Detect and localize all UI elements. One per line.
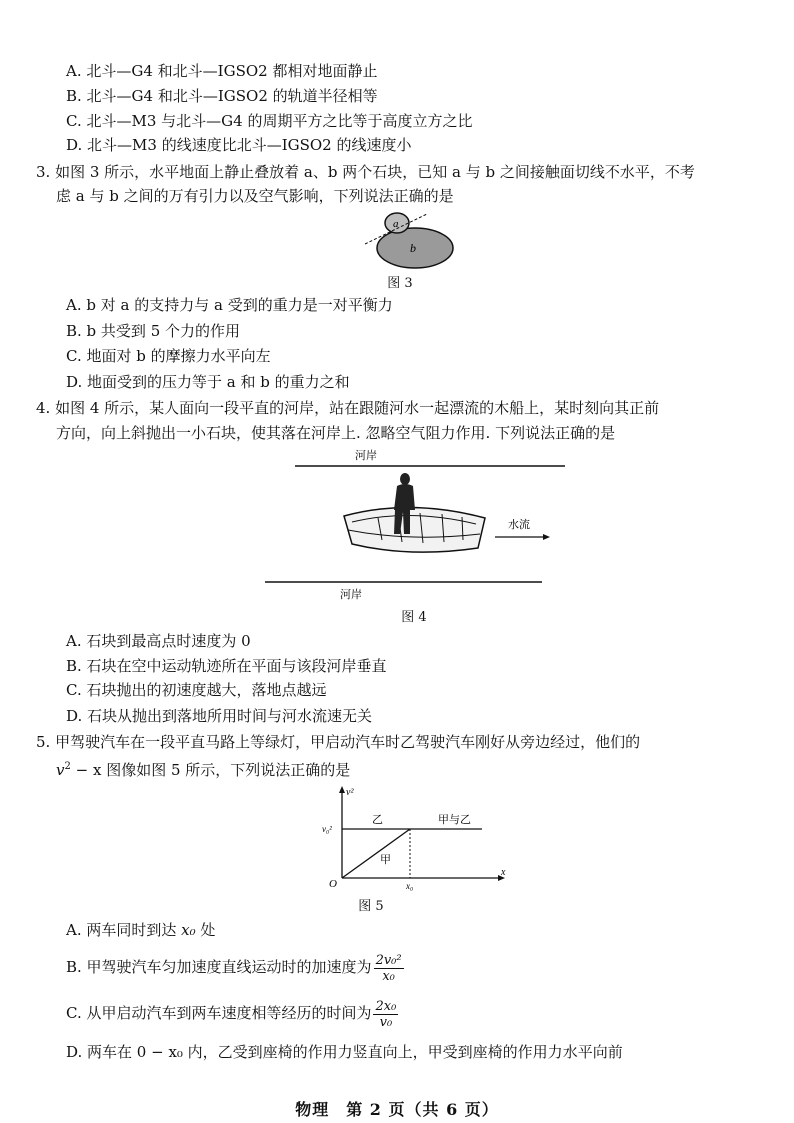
q5-option-a [66, 920, 215, 940]
q5-stem-rest: − x 图像如图 5 所示，下列说法正确的是 [70, 761, 351, 779]
figure-4-bank-top-label: 河岸 [355, 449, 377, 462]
figure-5-label-both: 甲与乙 [438, 813, 471, 826]
q5-option-c-fraction [373, 999, 398, 1030]
q2-option-c: C. 北斗—M3 与北斗—G4 的周期平方之比等于高度立方之比 [66, 112, 473, 130]
q5-option-b [66, 950, 404, 984]
q5-option-d: D. 两车在 0 − x₀ 内，乙受到座椅的作用力竖直向上，甲受到座椅的作用力水平向前 [66, 1043, 623, 1061]
figure-5-y-axis-label: v² [346, 787, 354, 798]
q4-option-c: C. 石块抛出的初速度越大，落地点越远 [66, 681, 327, 699]
figure-5-x0-label: x₀ [406, 881, 414, 891]
q5-option-a-text: A. 两车同时到达 [66, 921, 182, 939]
q3-stem-line1: 3. 如图 3 所示，水平地面上静止叠放着 a、b 两个石块，已知 a 与 b 之间接触面切线不水平，不考 [36, 163, 695, 181]
q5-stem-line1: 5. 甲驾驶汽车在一段平直马路上等绿灯，甲启动汽车时乙驾驶汽车刚好从旁边经过，他们的 [36, 733, 641, 751]
q4-option-b: B. 石块在空中运动轨迹所在平面与该段河岸垂直 [66, 657, 387, 675]
figure-5-label-yi: 乙 [372, 813, 383, 826]
q5-option-c-numerator: 2x₀ [375, 998, 397, 1014]
q3-option-c: C. 地面对 b 的摩擦力水平向左 [66, 347, 271, 365]
figure-4-boat-river [260, 446, 570, 606]
figure-5-label-jia: 甲 [380, 853, 391, 866]
q5-option-a-var: x₀ [181, 921, 196, 939]
q4-option-d: D. 石块从抛出到落地所用时间与河水流速无关 [66, 707, 373, 725]
q5-option-c-text: C. 从甲启动汽车到两车速度相等经历的时间为 [66, 1004, 372, 1022]
figure-5-origin-label: O [329, 878, 337, 890]
figure-5-caption: 图 5 [358, 899, 384, 914]
figure-4-caption: 图 4 [401, 610, 427, 625]
figure-3-label-b: b [410, 241, 416, 255]
q5-option-c [66, 996, 398, 1030]
q3-option-d: D. 地面受到的压力等于 a 和 b 的重力之和 [66, 373, 350, 391]
figure-4-flow-label: 水流 [508, 518, 530, 531]
q2-option-b: B. 北斗—G4 和北斗—IGSO2 的轨道半径相等 [66, 87, 378, 105]
figure-5-v2-x-graph [320, 783, 510, 895]
q4-stem-line1: 4. 如图 4 所示，某人面向一段平直的河岸，站在跟随河水一起漂流的木船上，某时刻向其正前 [36, 399, 660, 417]
q5-option-b-denominator: x₀ [382, 968, 395, 984]
page-footer: 物理 第 2 页（共 6 页） [295, 1100, 499, 1119]
figure-3-stones [365, 208, 465, 272]
q5-option-a-end: 处 [195, 921, 216, 939]
q3-option-a: A. b 对 a 的支持力与 a 受到的重力是一对平衡力 [66, 296, 393, 314]
q3-option-b: B. b 共受到 5 个力的作用 [66, 322, 241, 340]
q4-option-a: A. 石块到最高点时速度为 0 [66, 632, 251, 650]
q5-option-b-numerator: 2v₀² [375, 952, 402, 968]
q5-stem-var-v: v [56, 761, 65, 779]
q5-option-b-fraction [374, 953, 404, 984]
figure-4-bank-bottom-label: 河岸 [340, 588, 362, 601]
q5-option-c-denominator: v₀ [379, 1014, 393, 1030]
figure-3-label-a: a [393, 218, 399, 230]
figure-5-x-axis-label: x [501, 867, 506, 878]
q2-option-a: A. 北斗—G4 和北斗—IGSO2 都相对地面静止 [66, 62, 378, 80]
figure-3-caption: 图 3 [387, 276, 413, 291]
q2-option-d: D. 北斗—M3 的线速度比北斗—IGSO2 的线速度小 [66, 136, 412, 154]
q5-stem-sup: 2 [64, 761, 71, 772]
q3-stem-line2: 虑 a 与 b 之间的万有引力以及空气影响，下列说法正确的是 [56, 187, 454, 205]
figure-5-v0sq-label: v₀² [322, 824, 332, 834]
q5-stem-line2 [56, 757, 350, 780]
q4-stem-line2: 方向，向上斜抛出一小石块，使其落在河岸上. 忽略空气阻力作用. 下列说法正确的是 [56, 424, 616, 442]
q5-option-b-text: B. 甲驾驶汽车匀加速度直线运动时的加速度为 [66, 958, 372, 976]
